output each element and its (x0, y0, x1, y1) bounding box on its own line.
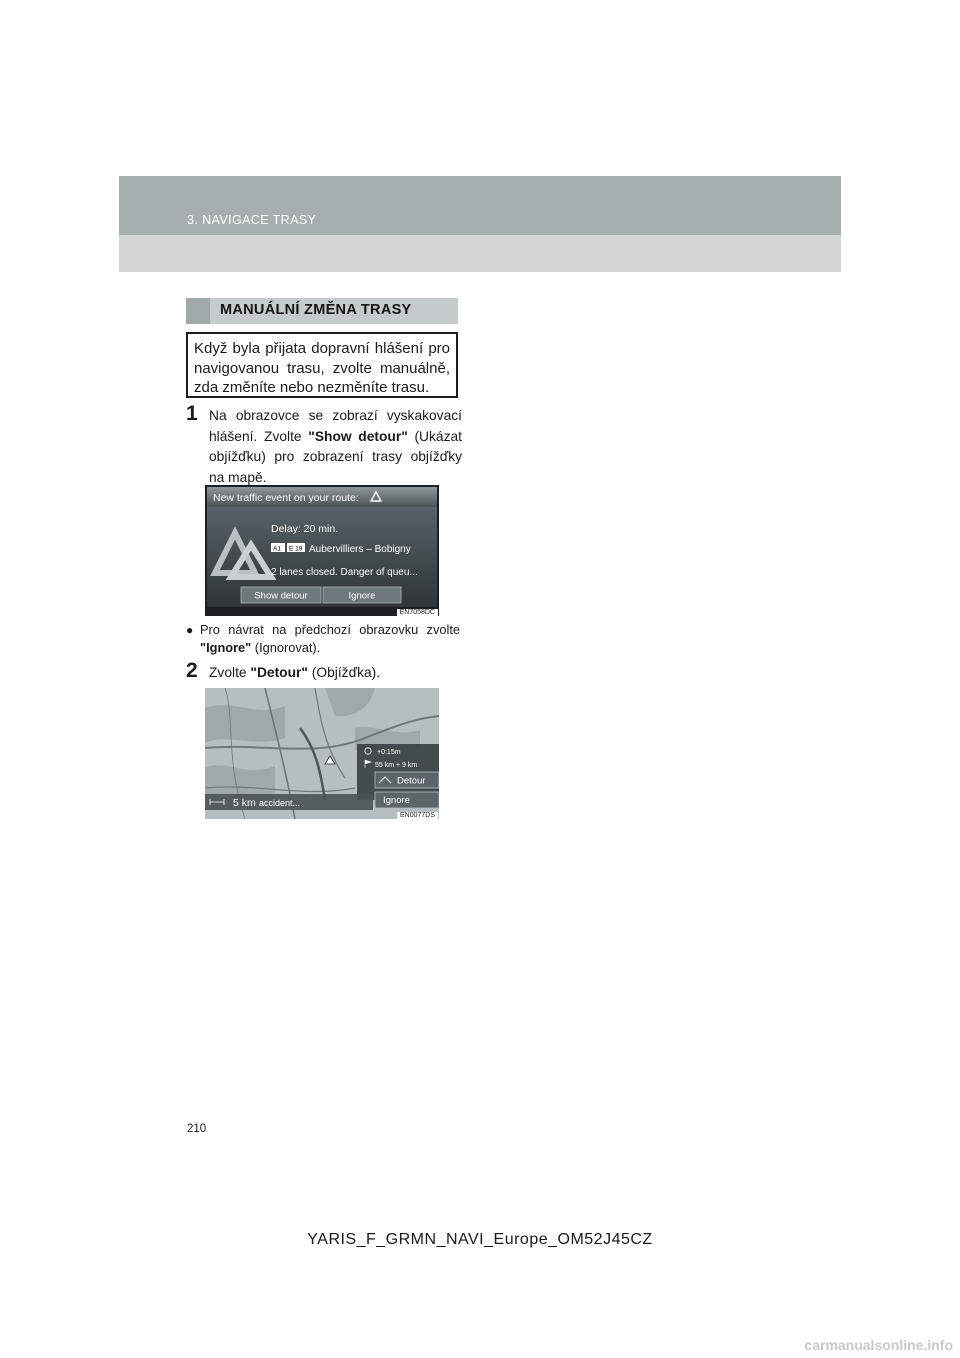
step-number: 2 (186, 659, 198, 682)
svg-text:Ignore: Ignore (348, 590, 376, 602)
detour-map-screen (205, 688, 439, 819)
location-text: Aubervilliers – Bobigny (309, 544, 411, 555)
step-text-bold: "Show detour" (308, 428, 408, 444)
intro-box (186, 332, 458, 398)
bullet-text-bold: "Ignore" (200, 640, 252, 655)
bullet-note (186, 621, 460, 657)
show-detour-button[interactable] (241, 587, 321, 603)
intro-text: Když byla přijata dopravní hlášení pro navigovanou trasu, zvolte manuálně, zda změníte nebo nezměníte trasu. (194, 340, 450, 396)
ignore-button[interactable] (375, 792, 439, 808)
section-heading (186, 298, 458, 324)
document-code: YARIS_F_GRMN_NAVI_Europe_OM52J45CZ (307, 1231, 653, 1248)
bottom-distance: 5 km (233, 797, 256, 809)
svg-text:Detour: Detour (397, 775, 426, 787)
svg-text:E 19: E 19 (289, 545, 303, 553)
detour-button[interactable] (375, 772, 439, 788)
delay-text: Delay: 20 min. (271, 523, 339, 535)
popup-title: New traffic event on your route: (213, 492, 359, 504)
svg-text:A1: A1 (273, 545, 281, 553)
bottom-event-text: accident... (259, 798, 301, 808)
step-text-pre: Zvolte (209, 665, 251, 680)
route-distance: 55 km + 9 km (375, 762, 418, 769)
bullet-marker: ● (186, 623, 194, 637)
bullet-text-post: (Ignorovat). (251, 640, 321, 655)
road-badge-a1 (271, 543, 285, 553)
image-code: EN7058DC (397, 609, 438, 616)
image-code: EN0077DS (397, 812, 438, 819)
step-1 (186, 402, 462, 488)
ignore-button[interactable] (323, 587, 401, 603)
step-text-pre: Na obrazovce se zobrazí vyskakovací hlášení. Zvolte (209, 408, 462, 444)
svg-text:Show detour: Show detour (254, 590, 308, 602)
bullet-text-pre: Pro návrat na předchozí obrazovku zvolte (200, 622, 460, 637)
traffic-event-screen (205, 485, 439, 616)
bullet-text (200, 621, 460, 657)
header-subband (119, 235, 841, 272)
step-text-bold: "Detour" (250, 665, 308, 680)
step-text (209, 406, 462, 488)
chapter-title: 3. NAVIGACE TRASY (187, 213, 317, 227)
description-text: 2 lanes closed. Danger of queu... (271, 567, 418, 578)
step-2 (186, 659, 462, 684)
svg-text:Ignore: Ignore (383, 795, 410, 806)
section-heading-tab (186, 298, 210, 324)
step-text-post: (Ukázat objížďku) pro zobrazení trasy objížďky na mapě. (209, 428, 462, 485)
step-text-post: (Objížďka). (307, 665, 381, 680)
section-title: MANUÁLNÍ ZMĚNA TRASY (220, 302, 412, 318)
bottom-traffic-bar (205, 794, 373, 810)
page-number: 210 (187, 1123, 207, 1135)
step-text (209, 663, 462, 684)
time-delta: +0:15m (377, 749, 401, 756)
step-number: 1 (186, 402, 198, 425)
screenshot-traffic-event (205, 485, 439, 616)
screenshot-detour-map (205, 688, 439, 819)
watermark-logo (784, 1336, 954, 1354)
road-badge-e19 (287, 543, 305, 553)
svg-text:carmanualsonline.info: carmanualsonline.info (804, 1337, 953, 1353)
